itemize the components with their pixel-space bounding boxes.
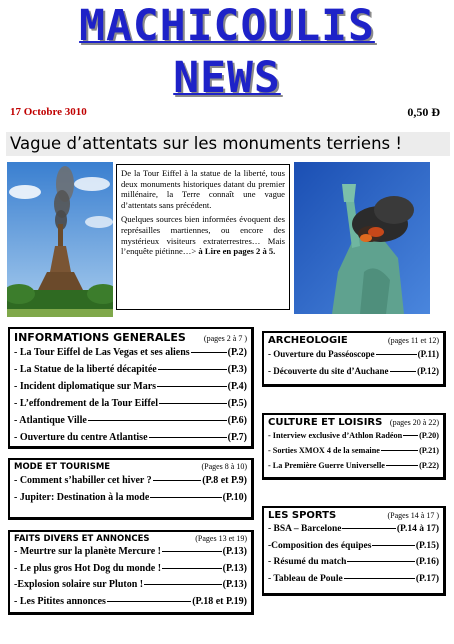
toc-entry-page: (P.16) [415, 557, 439, 567]
toc-entry[interactable] [268, 428, 439, 443]
section-les-sports [262, 506, 446, 596]
section-pages: (Pages 13 et 19) [195, 534, 247, 543]
toc-entry-label: - Les Pitites annonces [14, 595, 106, 607]
toc-entry[interactable] [14, 344, 247, 361]
toc-entry-page: (P.5) [227, 398, 247, 409]
toc-entry-page: (P.12) [417, 366, 439, 376]
toc-entry-page: (P.10) [222, 492, 247, 503]
dotted-leader [191, 352, 227, 353]
toc-entry[interactable] [268, 554, 439, 571]
toc-entry-label: - Ouverture du Passéoscope [268, 349, 375, 359]
toc-entry[interactable] [268, 538, 439, 555]
section-title: ARCHEOLOGIE [268, 335, 348, 346]
toc-entry-label: - Interview exclusive d’Athlon Radéon [268, 431, 403, 440]
lead-teaser: Quelques sources bien informées évoquent des représailles martiennes, ou encore des mystérieux visiteurs extraterrestres… Mais l’enquête piétinne…> [121, 214, 285, 257]
dotted-leader [342, 528, 395, 529]
toc-entry-page: (P.13) [222, 579, 247, 590]
dotted-leader [372, 545, 414, 546]
toc-entry-page: (P.13) [222, 562, 247, 574]
masthead-subtitle: NEWS [173, 53, 281, 103]
toc-entry-label: - La Tour Eiffel de Las Vegas et ses aliens [14, 347, 190, 358]
dotted-leader [107, 601, 191, 602]
toc-entry-label: - Sorties XMOX 4 de la semaine [268, 446, 380, 455]
toc-entry-label: - BSA – Barcelone [268, 524, 342, 534]
section-title: INFORMATIONS GENERALES [14, 331, 186, 344]
section-culture-et-loisirs [262, 413, 446, 480]
toc-entry-page: (P.3) [227, 364, 247, 375]
toc-entry[interactable] [268, 363, 439, 380]
toc-entry[interactable] [14, 544, 247, 561]
lead-paragraph: De la Tour Eiffel à la statue de la liberté, tous deux monuments historiques datant du premier millénaire, la Terre connaît une vague d’attentats sans précédent. [121, 168, 285, 210]
dotted-leader [150, 497, 221, 498]
toc-entry[interactable] [14, 561, 247, 578]
toc-entry[interactable] [268, 443, 439, 458]
toc-entry-label: - Comment s’habiller cet hiver ? [14, 475, 152, 486]
toc-entry-label: - Meurtre sur la planète Mercure ! [14, 546, 161, 557]
toc-entry-page: (P.2) [227, 347, 247, 358]
dotted-leader [158, 369, 227, 370]
toc-entry[interactable] [14, 395, 247, 412]
eiffel-tower-photo [7, 162, 113, 317]
toc-entry-label: - Jupiter: Destination à la mode [14, 492, 150, 503]
toc-entry[interactable] [14, 429, 247, 446]
toc-entry[interactable] [14, 489, 247, 506]
toc-entry-page: (P.11) [417, 349, 439, 359]
section-informations-generales [8, 327, 254, 449]
section-mode-et-tourisme [8, 458, 254, 520]
statue-of-liberty-photo [294, 162, 430, 314]
toc-entry-label: - Découverte du site d’Auchane [268, 366, 389, 376]
dotted-leader [144, 584, 222, 585]
toc-entry-page: (P.14 à 17) [396, 524, 439, 534]
toc-entry-page: (P.18 et P.19) [192, 595, 247, 607]
toc-entry-page: (P.6) [227, 415, 247, 426]
toc-entry-page: (P.13) [222, 546, 247, 557]
toc-entry[interactable] [268, 458, 439, 473]
dotted-leader [381, 450, 418, 451]
toc-entry-page: (P.15) [415, 540, 439, 551]
toc-entry-label: -Composition des équipes [268, 540, 372, 551]
section-title: MODE ET TOURISME [14, 462, 111, 472]
toc-entry[interactable] [14, 577, 247, 594]
dotted-leader [390, 371, 417, 372]
toc-entry-page: (P.17) [415, 573, 439, 584]
toc-entry[interactable] [14, 472, 247, 489]
toc-entry-label: - Incident diplomatique sur Mars [14, 381, 157, 392]
issue-date: 17 Octobre 3010 [10, 106, 87, 118]
toc-entry-page: (P.8 et P.9) [202, 475, 247, 486]
dotted-leader [153, 480, 202, 481]
section-title: LES SPORTS [268, 510, 337, 521]
dotted-leader [162, 551, 222, 552]
issue-price: 0,50 Ð [407, 105, 440, 119]
toc-entry-label: - La Première Guerre Universelle [268, 461, 385, 470]
section-pages: (pages 20 à 22) [389, 418, 439, 427]
dotted-leader [88, 420, 227, 421]
toc-entry-page: (P.7) [227, 432, 247, 443]
section-pages: (Pages 8 à 10) [201, 462, 247, 471]
toc-entry-label: - La Statue de la liberté décapitée [14, 364, 157, 375]
toc-entry-page: (P.20) [419, 431, 439, 440]
main-headline: Vague d’attentats sur les monuments terriens ! [6, 132, 450, 156]
toc-entry[interactable] [14, 361, 247, 378]
lead-article [116, 164, 290, 310]
toc-entry[interactable] [14, 412, 247, 429]
dotted-leader [159, 403, 227, 404]
section-pages: (pages 2 à 7 ) [203, 334, 247, 343]
section-pages: (Pages 14 à 17 ) [387, 511, 439, 520]
lead-paragraph-2 [121, 214, 285, 256]
dotted-leader [344, 578, 415, 579]
toc-entry-label: - Tableau de Poule [268, 573, 343, 584]
dotted-leader [157, 386, 227, 387]
toc-entry-label: - Le plus gros Hot Dog du monde ! [14, 562, 162, 574]
section-pages: (pages 11 et 12) [387, 336, 439, 345]
dotted-leader [347, 561, 414, 562]
toc-entry[interactable] [14, 594, 247, 611]
toc-entry[interactable] [14, 378, 247, 395]
toc-entry[interactable] [268, 346, 439, 363]
toc-entry-label: -Explosion solaire sur Pluton ! [14, 579, 144, 590]
toc-entry[interactable] [268, 571, 439, 588]
dotted-leader [149, 437, 227, 438]
section-title: CULTURE ET LOISIRS [268, 417, 383, 428]
toc-entry-label: - Ouverture du centre Atlantise [14, 432, 148, 443]
section-archeologie [262, 331, 446, 387]
dotted-leader [403, 435, 418, 436]
section-faits-divers [8, 530, 254, 615]
dotted-leader [162, 568, 222, 569]
toc-entry-label: - Atlantique Ville [14, 415, 87, 426]
dotted-leader [376, 354, 417, 355]
toc-entry-page: (P.22) [419, 461, 439, 470]
toc-entry-page: (P.4) [227, 381, 247, 392]
toc-entry-label: - L’effondrement de la Tour Eiffel [14, 398, 158, 409]
masthead-title: MACHICOULIS [79, 1, 375, 51]
section-title: FAITS DIVERS ET ANNONCES [14, 534, 150, 544]
toc-entry-label: - Résumé du match [268, 557, 347, 567]
dotted-leader [386, 465, 418, 466]
lead-read-more-link[interactable]: à Lire en pages 2 à 5. [198, 246, 276, 257]
toc-entry[interactable] [268, 521, 439, 538]
toc-entry-page: (P.21) [419, 446, 439, 455]
